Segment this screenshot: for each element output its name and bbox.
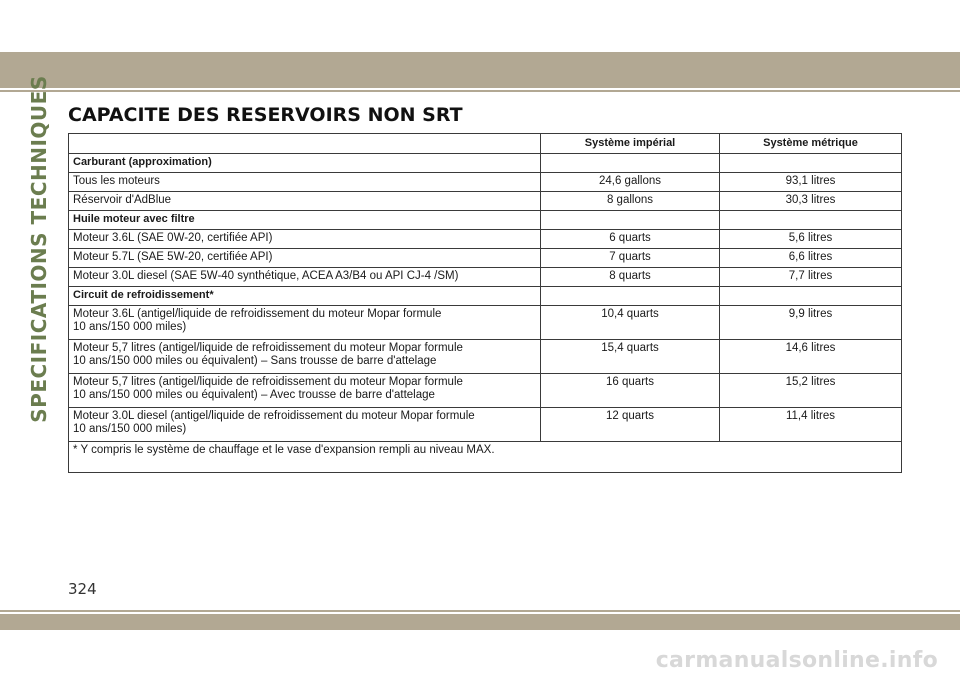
table-row-section — [69, 154, 902, 173]
imperial-cell: 8 gallons — [541, 192, 720, 211]
header-cell-blank — [69, 134, 541, 154]
metric-cell: 93,1 litres — [720, 173, 902, 192]
section-label: Huile moteur avec filtre — [69, 211, 541, 230]
imperial-cell: 16 quarts — [541, 374, 720, 408]
imperial-cell: 8 quarts — [541, 268, 720, 287]
metric-cell: 11,4 litres — [720, 408, 902, 442]
table-row — [69, 408, 902, 442]
footer-band — [0, 614, 960, 630]
row-label: Moteur 3.6L (SAE 0W-20, certifiée API) — [69, 230, 541, 249]
row-label-line2: 10 ans/150 000 miles) — [73, 321, 187, 333]
header-band — [0, 52, 960, 88]
footer-rule — [0, 610, 960, 612]
row-label: Moteur 3.6L (antigel/liquide de refroidissement du moteur Mopar formule — [73, 308, 442, 320]
table-row — [69, 249, 902, 268]
capacity-table — [68, 133, 902, 473]
table-row — [69, 374, 902, 408]
row-label-cell — [69, 408, 541, 442]
row-label: Moteur 5.7L (SAE 5W-20, certifiée API) — [69, 249, 541, 268]
side-title-text: SPECIFICATIONS TECHNIQUES — [27, 75, 51, 423]
table-row — [69, 340, 902, 374]
imperial-cell — [541, 154, 720, 173]
row-label: Réservoir d'AdBlue — [69, 192, 541, 211]
row-label: Tous les moteurs — [69, 173, 541, 192]
metric-cell — [720, 154, 902, 173]
table-footnote: * Y compris le système de chauffage et le vase d'expansion rempli au niveau MAX. — [69, 442, 902, 473]
metric-cell: 9,9 litres — [720, 306, 902, 340]
metric-cell: 6,6 litres — [720, 249, 902, 268]
header-rule — [0, 90, 960, 92]
table-row — [69, 230, 902, 249]
row-label-line2: 10 ans/150 000 miles ou équivalent) – Avec trousse de barre d'attelage — [73, 389, 435, 401]
section-label: Circuit de refroidissement* — [69, 287, 541, 306]
table-row — [69, 268, 902, 287]
imperial-cell: 7 quarts — [541, 249, 720, 268]
metric-cell: 30,3 litres — [720, 192, 902, 211]
imperial-cell: 10,4 quarts — [541, 306, 720, 340]
table-row — [69, 192, 902, 211]
metric-cell: 14,6 litres — [720, 340, 902, 374]
section-side-title — [24, 75, 54, 423]
table-row — [69, 306, 902, 340]
imperial-cell — [541, 287, 720, 306]
metric-cell — [720, 211, 902, 230]
watermark-logo: carmanualsonline.info — [655, 648, 938, 673]
row-label-cell — [69, 374, 541, 408]
imperial-cell: 6 quarts — [541, 230, 720, 249]
row-label: Moteur 5,7 litres (antigel/liquide de refroidissement du moteur Mopar formule — [73, 342, 463, 354]
row-label-cell — [69, 340, 541, 374]
row-label-line2: 10 ans/150 000 miles ou équivalent) – Sans trousse de barre d'attelage — [73, 355, 437, 367]
section-label: Carburant (approximation) — [69, 154, 541, 173]
imperial-cell — [541, 211, 720, 230]
page-number: 324 — [68, 580, 97, 598]
row-label: Moteur 3.0L diesel (antigel/liquide de refroidissement du moteur Mopar formule — [73, 410, 475, 422]
imperial-cell: 24,6 gallons — [541, 173, 720, 192]
table-row-section — [69, 211, 902, 230]
imperial-cell: 12 quarts — [541, 408, 720, 442]
metric-cell: 7,7 litres — [720, 268, 902, 287]
row-label-cell — [69, 306, 541, 340]
row-label: Moteur 5,7 litres (antigel/liquide de refroidissement du moteur Mopar formule — [73, 376, 463, 388]
imperial-cell: 15,4 quarts — [541, 340, 720, 374]
metric-cell: 5,6 litres — [720, 230, 902, 249]
row-label-line2: 10 ans/150 000 miles) — [73, 423, 187, 435]
page-title: CAPACITE DES RESERVOIRS NON SRT — [68, 104, 463, 126]
metric-cell — [720, 287, 902, 306]
table-row — [69, 173, 902, 192]
metric-cell: 15,2 litres — [720, 374, 902, 408]
header-cell-imperial: Système impérial — [541, 134, 720, 154]
table-footnote-row — [69, 442, 902, 473]
table-row-section — [69, 287, 902, 306]
table-header-row — [69, 134, 902, 154]
header-cell-metric: Système métrique — [720, 134, 902, 154]
row-label: Moteur 3.0L diesel (SAE 5W-40 synthétique, ACEA A3/B4 ou API CJ-4 /SM) — [69, 268, 541, 287]
